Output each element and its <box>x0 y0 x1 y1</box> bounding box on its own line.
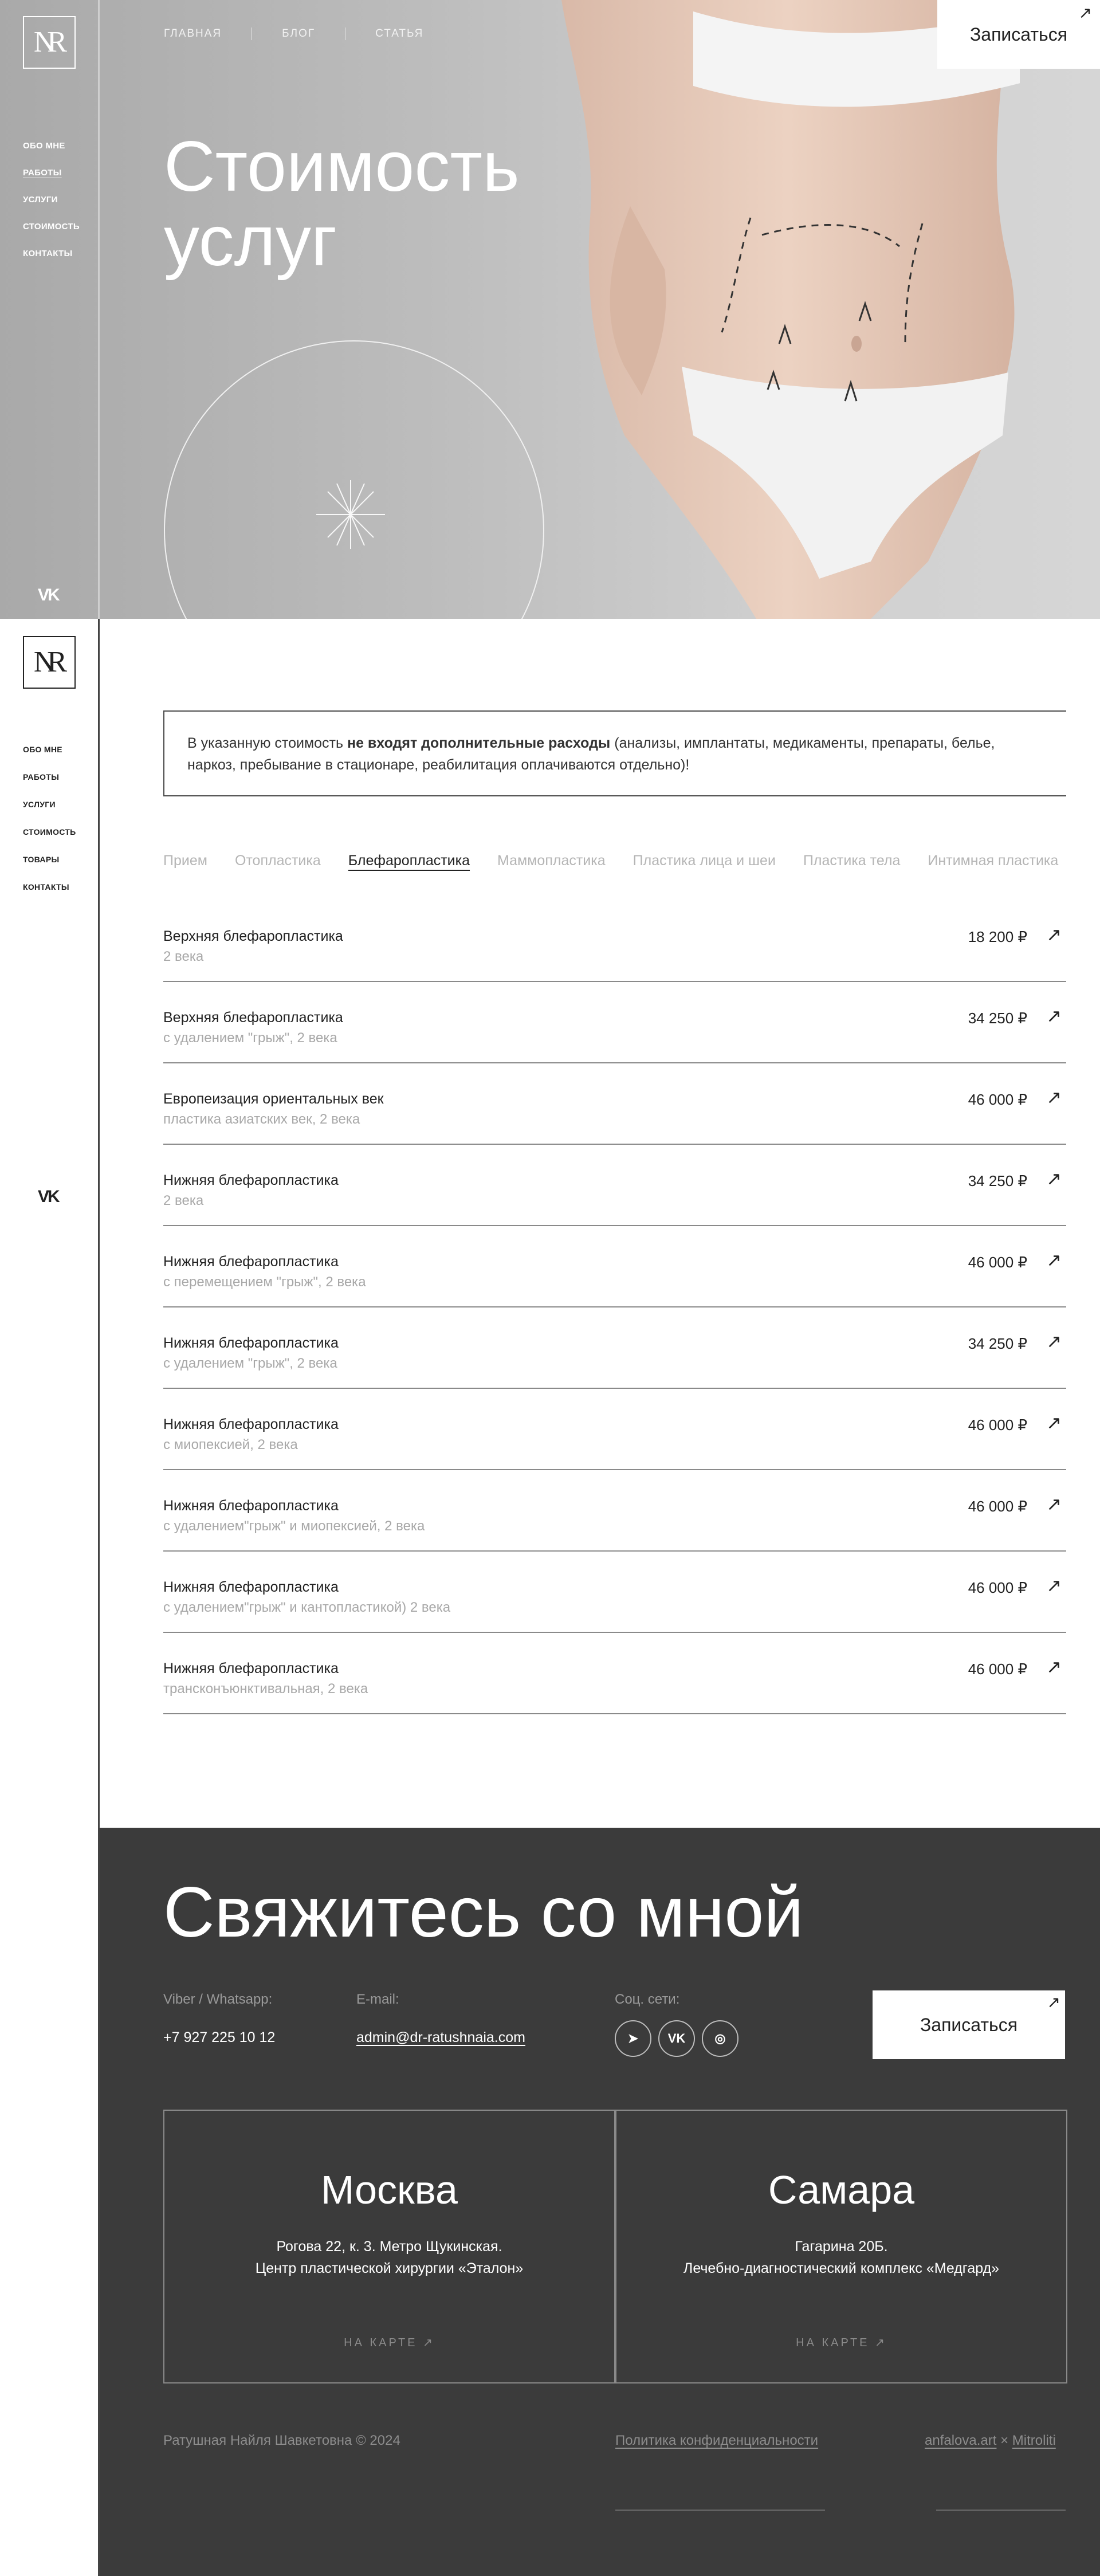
arrow-up-right-icon: ↗ <box>1078 4 1092 22</box>
decorative-circle <box>164 340 544 619</box>
service-name: Верхняя блефаропластика <box>163 928 343 944</box>
credit-separator: × <box>1000 2433 1009 2448</box>
hero-sidebar-nav <box>23 141 80 276</box>
contacts-section <box>100 1828 1100 2576</box>
vk-icon[interactable]: VK <box>658 2020 695 2057</box>
arrow-up-right-icon: ↗ <box>1047 1993 1060 2011</box>
price-row[interactable] <box>163 1307 1066 1389</box>
email-label: E-mail: <box>356 1992 399 2007</box>
service-price: 46 000 ₽ <box>968 1416 1027 1434</box>
service-name: Нижняя блефаропластика <box>163 1335 339 1351</box>
city-address-line2: Лечебно-диагностический комплекс «Медгард» <box>683 2260 1000 2276</box>
credits <box>925 2433 1056 2449</box>
tab-consultation[interactable]: Прием <box>163 853 207 869</box>
service-tabs <box>163 853 1058 869</box>
service-price: 34 250 ₽ <box>968 1335 1027 1352</box>
notice-suffix: (анализы, имплантаты, медикаменты, препараты, белье, наркоз, пребывание в стационаре, реабилитация оплачиваются отдельно)! <box>187 735 995 773</box>
service-price: 46 000 ₽ <box>968 1498 1027 1515</box>
service-price: 18 200 ₽ <box>968 928 1027 945</box>
phone-label: Viber / Whatsapp: <box>163 1992 273 2007</box>
service-desc: 2 века <box>163 949 204 964</box>
arrow-up-right-icon: ↗ <box>875 2337 887 2349</box>
tab-intimate[interactable]: Интимная пластика <box>928 853 1059 869</box>
social-links <box>615 2020 738 2057</box>
notice-bold: не входят дополнительные расходы <box>347 735 611 751</box>
sidebar-item-about[interactable]: ОБО МНЕ <box>23 745 62 754</box>
city-address <box>616 2236 1066 2279</box>
page-sidebar-nav <box>23 745 76 910</box>
tab-face-neck[interactable]: Пластика лица и шеи <box>632 853 776 869</box>
sidebar-item-works[interactable]: РАБОТЫ <box>23 772 60 782</box>
phone-number[interactable]: +7 927 225 10 12 <box>163 2029 276 2045</box>
logo-text: NR <box>33 646 60 678</box>
book-appointment-button[interactable] <box>937 0 1100 69</box>
city-address <box>164 2236 614 2279</box>
price-row[interactable] <box>163 1145 1066 1226</box>
service-name: Нижняя блефаропластика <box>163 1254 339 1270</box>
tab-blepharoplasty[interactable]: Блефаропластика <box>348 853 470 869</box>
arrow-up-right-icon[interactable]: ↗ <box>1046 1412 1062 1433</box>
arrow-up-right-icon[interactable]: ↗ <box>1046 1087 1062 1108</box>
map-link[interactable] <box>616 2335 1066 2350</box>
price-notice <box>163 710 1066 796</box>
instagram-icon[interactable]: ◎ <box>702 2020 738 2057</box>
sidebar-item-products[interactable]: ТОВАРЫ <box>23 855 60 864</box>
tab-mammoplasty[interactable]: Маммопластика <box>497 853 606 869</box>
sidebar-item-works[interactable]: РАБОТЫ <box>23 168 62 178</box>
book-appointment-button[interactable] <box>873 1990 1065 2059</box>
privacy-policy-link[interactable]: Политика конфиденциальности <box>615 2433 819 2448</box>
city-address-line2: Центр пластической хирургии «Эталон» <box>255 2260 524 2276</box>
service-price: 34 250 ₽ <box>968 1010 1027 1027</box>
map-link[interactable] <box>164 2335 614 2350</box>
page-title <box>164 127 622 281</box>
vk-icon[interactable]: VK <box>38 586 58 604</box>
city-name: Москва <box>321 2167 458 2212</box>
service-name: Верхняя блефаропластика <box>163 1010 343 1026</box>
price-row[interactable] <box>163 1470 1066 1552</box>
service-price: 34 250 ₽ <box>968 1172 1027 1189</box>
footer-divider <box>615 2510 825 2511</box>
service-name: Нижняя блефаропластика <box>163 1172 339 1188</box>
telegram-icon[interactable]: ➤ <box>615 2020 651 2057</box>
arrow-up-right-icon: ↗ <box>423 2337 435 2349</box>
hero-body-image <box>550 0 1020 619</box>
page-sidebar <box>0 619 100 2576</box>
service-desc: с миопексией, 2 века <box>163 1437 298 1452</box>
service-desc: с удалением "грыж", 2 века <box>163 1356 337 1371</box>
logo[interactable] <box>23 636 76 689</box>
price-row[interactable] <box>163 1389 1066 1470</box>
price-row[interactable] <box>163 1633 1066 1714</box>
sidebar-item-contacts[interactable]: КОНТАКТЫ <box>23 249 73 258</box>
service-desc: с удалением"грыж" и кантопластикой) 2 века <box>163 1600 451 1615</box>
service-desc: пластика азиатских век, 2 века <box>163 1112 360 1127</box>
price-row[interactable] <box>163 982 1066 1063</box>
service-price: 46 000 ₽ <box>968 1091 1027 1108</box>
price-row[interactable] <box>163 901 1066 982</box>
arrow-up-right-icon[interactable]: ↗ <box>1046 1494 1062 1514</box>
page-title-line2: услуг <box>164 202 337 281</box>
arrow-up-right-icon[interactable]: ↗ <box>1046 1168 1062 1189</box>
hero-sidebar <box>0 0 100 619</box>
service-desc: с перемещением "грыж", 2 века <box>163 1274 366 1290</box>
service-desc: с удалением"грыж" и миопексией, 2 века <box>163 1518 425 1534</box>
arrow-up-right-icon[interactable]: ↗ <box>1046 1250 1062 1270</box>
nav-link-blog[interactable]: БЛОГ <box>282 28 316 40</box>
city-address-line1: Рогова 22, к. 3. Метро Щукинская. <box>276 2239 502 2255</box>
service-name: Нижняя блефаропластика <box>163 1579 339 1595</box>
arrow-up-right-icon[interactable]: ↗ <box>1046 924 1062 945</box>
map-link-label: НА КАРТЕ <box>344 2337 418 2349</box>
city-card-moscow <box>163 2110 615 2383</box>
map-link-label: НА КАРТЕ <box>796 2337 870 2349</box>
email-link[interactable]: admin@dr-ratushnaia.com <box>356 2029 525 2045</box>
logo[interactable] <box>23 16 76 69</box>
footer-divider <box>936 2510 1066 2511</box>
price-row[interactable] <box>163 1226 1066 1307</box>
service-price: 46 000 ₽ <box>968 1254 1027 1271</box>
service-name: Нижняя блефаропластика <box>163 1660 339 1676</box>
hero-section <box>0 0 1100 619</box>
page-title-line1: Стоимость <box>164 127 520 206</box>
service-desc: 2 века <box>163 1193 204 1208</box>
arrow-up-right-icon[interactable]: ↗ <box>1046 1331 1062 1352</box>
vk-icon[interactable]: VK <box>38 1187 58 1206</box>
sidebar-item-services[interactable]: УСЛУГИ <box>23 800 56 809</box>
price-row[interactable] <box>163 1552 1066 1633</box>
nav-link-home[interactable]: ГЛАВНАЯ <box>164 28 222 40</box>
sidebar-item-prices[interactable]: СТОИМОСТЬ <box>23 827 76 837</box>
service-price: 46 000 ₽ <box>968 1660 1027 1678</box>
service-name: Нижняя блефаропластика <box>163 1416 339 1432</box>
arrow-up-right-icon[interactable]: ↗ <box>1046 1575 1062 1596</box>
service-name: Нижняя блефаропластика <box>163 1498 339 1514</box>
copyright: Ратушная Найля Шавкетовна © 2024 <box>163 2433 400 2448</box>
book-appointment-label: Записаться <box>969 23 1068 45</box>
city-address-line1: Гагарина 20Б. <box>795 2239 888 2255</box>
sparkle-icon <box>316 480 385 549</box>
service-desc: с удалением "грыж", 2 века <box>163 1030 337 1046</box>
sidebar-item-services[interactable]: УСЛУГИ <box>23 195 58 205</box>
city-name: Самара <box>768 2167 915 2212</box>
sidebar-item-prices[interactable]: СТОИМОСТЬ <box>23 222 80 231</box>
nav-link-article[interactable]: СТАТЬЯ <box>375 28 424 40</box>
contacts-title: Свяжитесь со мной <box>163 1873 804 1952</box>
price-list <box>163 901 1066 1714</box>
social-label: Соц. сети: <box>615 1992 680 2007</box>
service-price: 46 000 ₽ <box>968 1579 1027 1596</box>
service-desc: трансконъюнктивальная, 2 века <box>163 1681 368 1697</box>
price-row[interactable] <box>163 1063 1066 1145</box>
notice-prefix: В указанную стоимость <box>187 735 347 751</box>
credit-link-anfalova[interactable]: anfalova.art <box>925 2433 997 2448</box>
sidebar-item-contacts[interactable]: КОНТАКТЫ <box>23 882 69 892</box>
logo-text: NR <box>33 26 60 58</box>
top-breadcrumb-nav <box>164 28 423 40</box>
tab-otoplasty[interactable]: Отопластика <box>234 853 321 869</box>
book-appointment-label: Записаться <box>920 2014 1018 2035</box>
sidebar-item-about[interactable]: ОБО МНЕ <box>23 141 65 151</box>
tab-body[interactable]: Пластика тела <box>803 853 901 869</box>
credit-link-mitroliti[interactable]: Mitroliti <box>1012 2433 1056 2448</box>
arrow-up-right-icon[interactable]: ↗ <box>1046 1006 1062 1026</box>
service-name: Европеизация ориентальных век <box>163 1091 384 1107</box>
arrow-up-right-icon[interactable]: ↗ <box>1046 1656 1062 1677</box>
city-card-samara <box>615 2110 1067 2383</box>
